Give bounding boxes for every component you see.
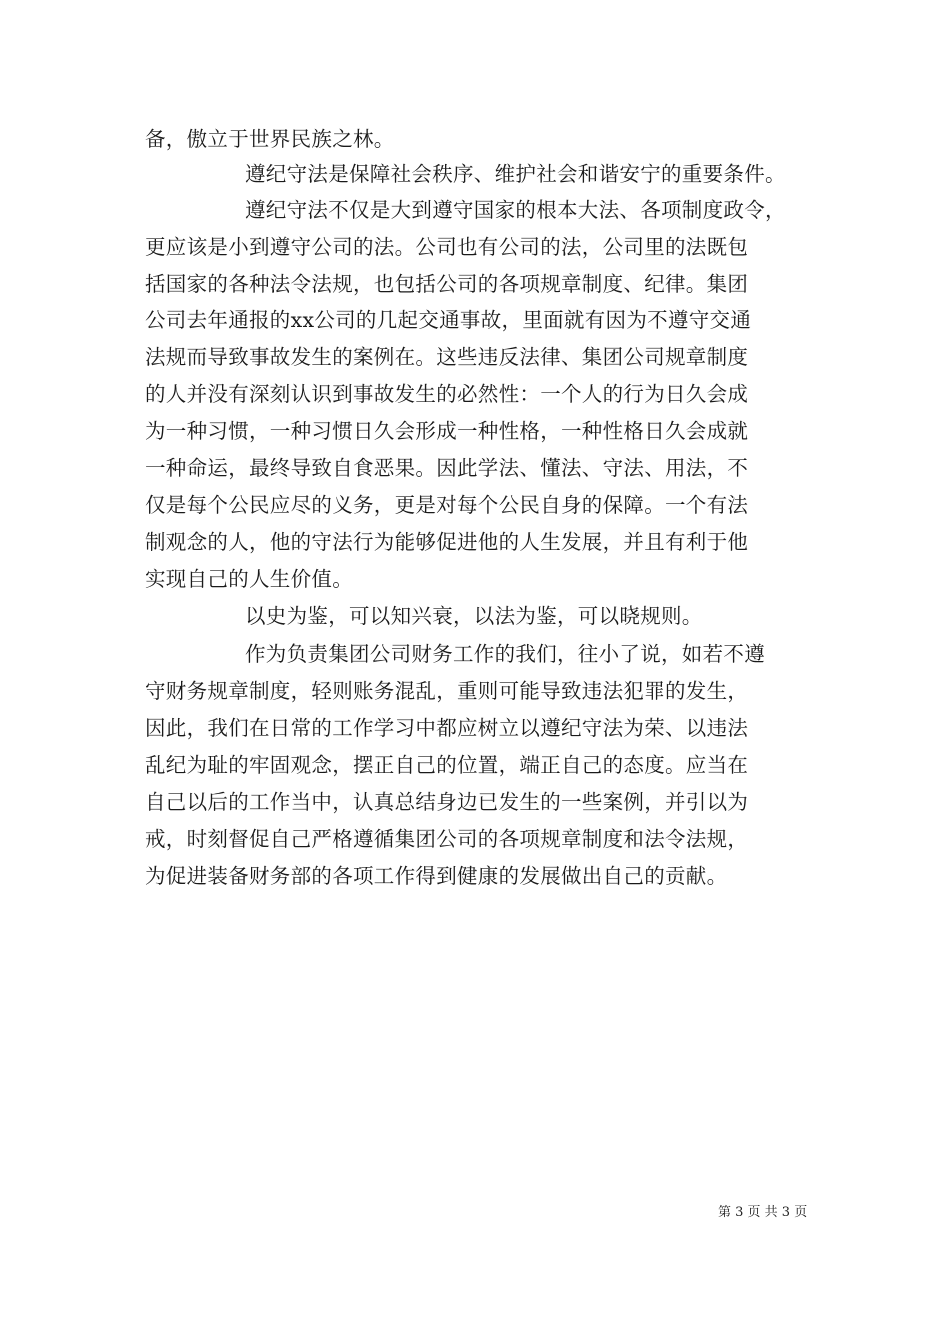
paragraph-first-line: 作为负责集团公司财务工作的我们，往小了说，如若不遵 xyxy=(245,642,765,666)
text-line: 守财务规章制度，轻则账务混乱，重则可能导致违法犯罪的发生， xyxy=(145,679,749,703)
text-line: 为一种习惯，一种习惯日久会形成一种性格，一种性格日久会成就 xyxy=(145,419,749,443)
text-line: 自己以后的工作当中，认真总结身边已发生的一些案例，并引以为 xyxy=(145,790,749,814)
text-line: 一种命运，最终导致自食恶果。因此学法、懂法、守法、用法，不 xyxy=(145,456,749,480)
text-line: 实现自己的人生价值。 xyxy=(145,567,353,591)
text-line: 仅是每个公民应尽的义务，更是对每个公民自身的保障。一个有法 xyxy=(145,493,749,517)
text-line: 备，傲立于世界民族之林。 xyxy=(145,127,395,151)
text-line: 公司去年通报的xx公司的几起交通事故，里面就有因为不遵守交通 xyxy=(145,308,752,332)
text-line: 因此，我们在日常的工作学习中都应树立以遵纪守法为荣、以违法 xyxy=(145,716,749,740)
text-line: 的人并没有深刻认识到事故发生的必然性：一个人的行为日久会成 xyxy=(145,382,749,406)
text-line: 戒，时刻督促自己严格遵循集团公司的各项规章制度和法令法规， xyxy=(145,827,749,851)
text-line: 制观念的人，他的守法行为能够促进他的人生发展，并且有利于他 xyxy=(145,530,749,554)
paragraph-first-line: 遵纪守法不仅是大到遵守国家的根本大法、各项制度政令， xyxy=(245,198,786,222)
text-line: 括国家的各种法令法规，也包括公司的各项规章制度、纪律。集团 xyxy=(145,272,749,296)
text-line: 更应该是小到遵守公司的法。公司也有公司的法，公司里的法既包 xyxy=(145,235,749,259)
paragraph-first-line: 遵纪守法是保障社会秩序、维护社会和谐安宁的重要条件。 xyxy=(245,162,786,186)
text-line: 乱纪为耻的牢固观念，摆正自己的位置，端正自己的态度。应当在 xyxy=(145,753,749,777)
page-number-footer: 第 3 页 共 3 页 xyxy=(718,1205,808,1220)
text-line: 为促进装备财务部的各项工作得到健康的发展做出自己的贡献。 xyxy=(145,864,728,888)
text-line: 法规而导致事故发生的案例在。这些违反法律、集团公司规章制度 xyxy=(145,345,749,369)
paragraph-first-line: 以史为鉴，可以知兴衰，以法为鉴，可以晓规则。 xyxy=(245,604,703,628)
